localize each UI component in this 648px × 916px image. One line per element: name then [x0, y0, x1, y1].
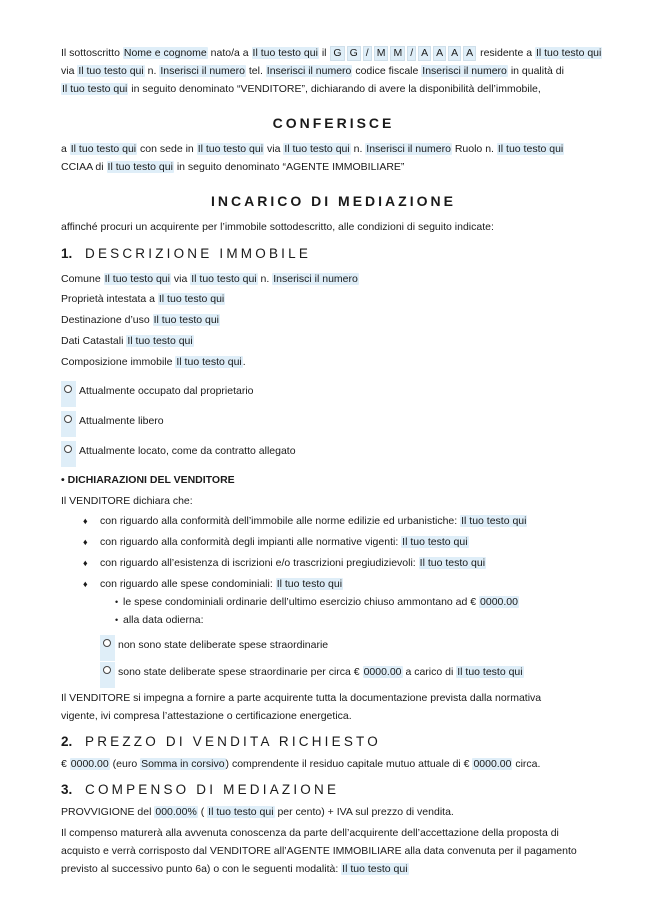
text: sono state deliberate spese straordinarie per circa € — [118, 666, 363, 678]
dichiarazioni-heading — [61, 471, 606, 489]
text: in seguito denominato “VENDITORE”, dichiarando di avere la disponibilità dell’immobile, — [128, 83, 541, 95]
date-box: G — [347, 46, 361, 61]
text: PROVVIGIONE del — [61, 806, 155, 818]
text: Ruolo n. — [451, 143, 497, 155]
text: via — [264, 143, 284, 155]
text: le spese condominiali ordinarie dell’ultimo esercizio chiuso ammontano ad € — [123, 596, 480, 608]
usage-field[interactable]: Il tuo testo qui — [153, 314, 220, 326]
impegno-line-2: vigente, ivi compresa l’attestazione o certificazione energetica. — [61, 710, 352, 722]
diamond-bullet-icon: ♦ — [83, 579, 88, 589]
option-label: Attualmente libero — [79, 415, 164, 427]
impegno-line-1: Il VENDITORE si impegna a fornire a parte acquirente tutta la documentazione prevista dalla normativa — [61, 692, 542, 704]
date-separator: / — [363, 46, 372, 61]
property-street-field[interactable]: Il tuo testo qui — [191, 273, 257, 285]
systems-conformity-field[interactable]: Il tuo testo qui — [402, 536, 468, 548]
text: previsto al successivo punto 6a) o con le seguenti modalità: — [61, 863, 342, 875]
property-city-field[interactable]: Il tuo testo qui — [104, 273, 170, 285]
agent-name-field[interactable]: Il tuo testo qui — [70, 143, 137, 155]
compenso-line-3 — [61, 860, 606, 878]
radio-cell — [61, 381, 76, 407]
radio-icon — [64, 445, 72, 453]
name-field[interactable]: Nome e cognome — [123, 47, 207, 59]
agent-line-2 — [61, 158, 606, 176]
radio-cell — [100, 635, 115, 661]
text: Proprietà intestata a — [61, 293, 158, 305]
option-label: Attualmente occupato dal proprietario — [79, 385, 254, 397]
radio-icon — [64, 415, 72, 423]
text: . — [242, 356, 246, 368]
heading-text: DICHIARAZIONI DEL VENDITORE — [67, 474, 235, 486]
building-conformity-field[interactable]: Il tuo testo qui — [461, 515, 527, 527]
text: tel. — [245, 65, 266, 77]
birthplace-field[interactable]: Il tuo testo qui — [252, 47, 318, 59]
text: residente a — [477, 47, 535, 59]
extra-fees-payer-field[interactable]: Il tuo testo qui — [457, 666, 523, 678]
conferisce-heading: CONFERISCE — [272, 115, 395, 131]
agent-street-field[interactable]: Il tuo testo qui — [284, 143, 350, 155]
section-3-heading — [61, 782, 339, 797]
capacity-field[interactable]: Il tuo testo qui — [62, 83, 128, 95]
radio-icon — [103, 666, 111, 674]
phone-field[interactable]: Inserisci il numero — [266, 65, 352, 77]
text: via — [61, 65, 78, 77]
section-number: 1. — [61, 246, 73, 261]
intro-line-1 — [61, 44, 606, 62]
text: CCIAA di — [61, 161, 107, 173]
condo-fees-field[interactable]: Il tuo testo qui — [276, 578, 343, 590]
agent-line-1 — [61, 140, 606, 158]
provvigione-line — [61, 803, 606, 821]
proprieta-line — [61, 290, 606, 308]
price-words-field[interactable]: Somma in corsivo — [141, 758, 225, 770]
diamond-bullet-icon: ♦ — [83, 558, 88, 568]
text: circa. — [512, 758, 541, 770]
commission-percent-field[interactable]: 000.00% — [155, 806, 197, 818]
date-box: A — [448, 46, 461, 61]
birthdate-field[interactable] — [329, 47, 477, 59]
intro-line-3 — [61, 80, 606, 98]
option-label: Attualmente locato, come da contratto allegato — [79, 445, 296, 457]
text: Destinazione d’uso — [61, 314, 153, 326]
composizione-line — [61, 353, 606, 371]
text: nato/a a — [207, 47, 252, 59]
incarico-heading: INCARICO DI MEDIAZIONE — [211, 193, 456, 209]
agent-ruolo-field[interactable]: Il tuo testo qui — [497, 143, 564, 155]
section-1-heading — [61, 246, 311, 261]
text: con riguardo all’esistenza di iscrizioni e/o trascrizioni pregiudizievoli: — [100, 557, 419, 569]
text: in qualità di — [507, 65, 564, 77]
agent-cciaa-field[interactable]: Il tuo testo qui — [107, 161, 173, 173]
catastali-line — [61, 332, 606, 350]
property-number-field[interactable]: Inserisci il numero — [273, 273, 358, 285]
date-box: A — [463, 46, 476, 61]
dichiarazioni-intro: Il VENDITORE dichiara che: — [61, 495, 193, 507]
text: ) comprendente il residuo capitale mutuo attuale di € — [225, 758, 473, 770]
text: Composizione immobile — [61, 356, 176, 368]
bullet-icon: • — [115, 615, 119, 625]
text: in seguito denominato “AGENTE IMMOBILIARE” — [173, 161, 405, 173]
extra-fees-amount-field[interactable]: 0000.00 — [363, 666, 402, 678]
text: con sede in — [137, 143, 197, 155]
text: n. — [257, 273, 273, 285]
section-title: COMPENSO DI MEDIAZIONE — [85, 782, 340, 797]
text: con riguardo alle spese condominiali: — [100, 578, 276, 590]
section-number: 3. — [61, 782, 73, 797]
diamond-bullet-icon: ♦ — [83, 537, 88, 547]
section-number: 2. — [61, 734, 73, 749]
price-amount-field[interactable]: 0000.00 — [70, 758, 109, 770]
tax-code-field[interactable]: Inserisci il numero — [422, 65, 507, 77]
compenso-line-1: Il compenso maturerà alla avvenuta conoscenza da parte dell’acquirente dell’accettazione della proposta di — [61, 827, 559, 839]
section-title: PREZZO DI VENDITA RICHIESTO — [85, 734, 381, 749]
text: via — [170, 273, 191, 285]
text: Il sottoscritto — [61, 47, 123, 59]
radio-icon — [64, 385, 72, 393]
section-2-heading — [61, 734, 381, 749]
street-field[interactable]: Il tuo testo qui — [78, 65, 144, 77]
text: n. — [144, 65, 160, 77]
text: € — [61, 758, 70, 770]
liens-field[interactable]: Il tuo testo qui — [419, 557, 486, 569]
option-label: non sono state deliberate spese straordinarie — [118, 639, 329, 651]
text: a carico di — [402, 666, 457, 678]
payment-method-field[interactable]: Il tuo testo qui — [342, 863, 408, 875]
commission-words-field[interactable]: Il tuo testo qui — [208, 806, 274, 818]
bullet-icon: • — [61, 474, 65, 486]
radio-cell — [100, 662, 115, 688]
text: codice fiscale — [352, 65, 422, 77]
owner-field[interactable]: Il tuo testo qui — [158, 293, 225, 305]
text: il — [318, 47, 330, 59]
agent-city-field[interactable]: Il tuo testo qui — [197, 143, 264, 155]
bullet-icon: • — [115, 597, 119, 607]
date-box: G — [330, 46, 344, 61]
text: con riguardo alla conformità dell’immobile alle norme edilizie ed urbanistiche: — [100, 515, 461, 527]
text: con riguardo alla conformità degli impianti alle normative vigenti: — [100, 536, 402, 548]
date-box: A — [418, 46, 431, 61]
text: Dati Catastali — [61, 335, 127, 347]
radio-icon — [103, 639, 111, 647]
text: alla data odierna: — [123, 614, 204, 626]
text: ( — [197, 806, 208, 818]
section-title: DESCRIZIONE IMMOBILE — [85, 246, 312, 261]
destinazione-line — [61, 311, 606, 329]
text: Comune — [61, 273, 104, 285]
date-box: M — [390, 46, 405, 61]
comune-line — [61, 270, 606, 288]
compenso-line-2: acquisto e verrà corrisposto dal VENDITORE all’AGENTE IMMOBILIARE alla data convenuta per il pagamento — [61, 845, 577, 857]
text: per cento) + IVA sul prezzo di vendita. — [274, 806, 454, 818]
date-separator: / — [407, 46, 416, 61]
cadastral-field[interactable]: Il tuo testo qui — [127, 335, 193, 347]
intro-line-2 — [61, 62, 606, 80]
diamond-bullet-icon: ♦ — [83, 516, 88, 526]
agent-number-field[interactable]: Inserisci il numero — [366, 143, 451, 155]
residence-field[interactable]: Il tuo testo qui — [535, 47, 602, 59]
date-box: A — [433, 46, 446, 61]
affinche-text: affinché procuri un acquirente per l’immobile sottodescritto, alle condizioni di seguito indicate: — [61, 221, 494, 233]
ordinary-fees-amount-field[interactable]: 0000.00 — [480, 596, 518, 608]
street-number-field[interactable]: Inserisci il numero — [160, 65, 245, 77]
date-box: M — [374, 46, 389, 61]
text: (euro — [109, 758, 141, 770]
radio-cell — [61, 441, 76, 467]
composition-field[interactable]: Il tuo testo qui — [176, 356, 242, 368]
price-line — [61, 755, 606, 773]
radio-cell — [61, 411, 76, 437]
text: a — [61, 143, 70, 155]
text: n. — [350, 143, 366, 155]
mortgage-amount-field[interactable]: 0000.00 — [473, 758, 512, 770]
